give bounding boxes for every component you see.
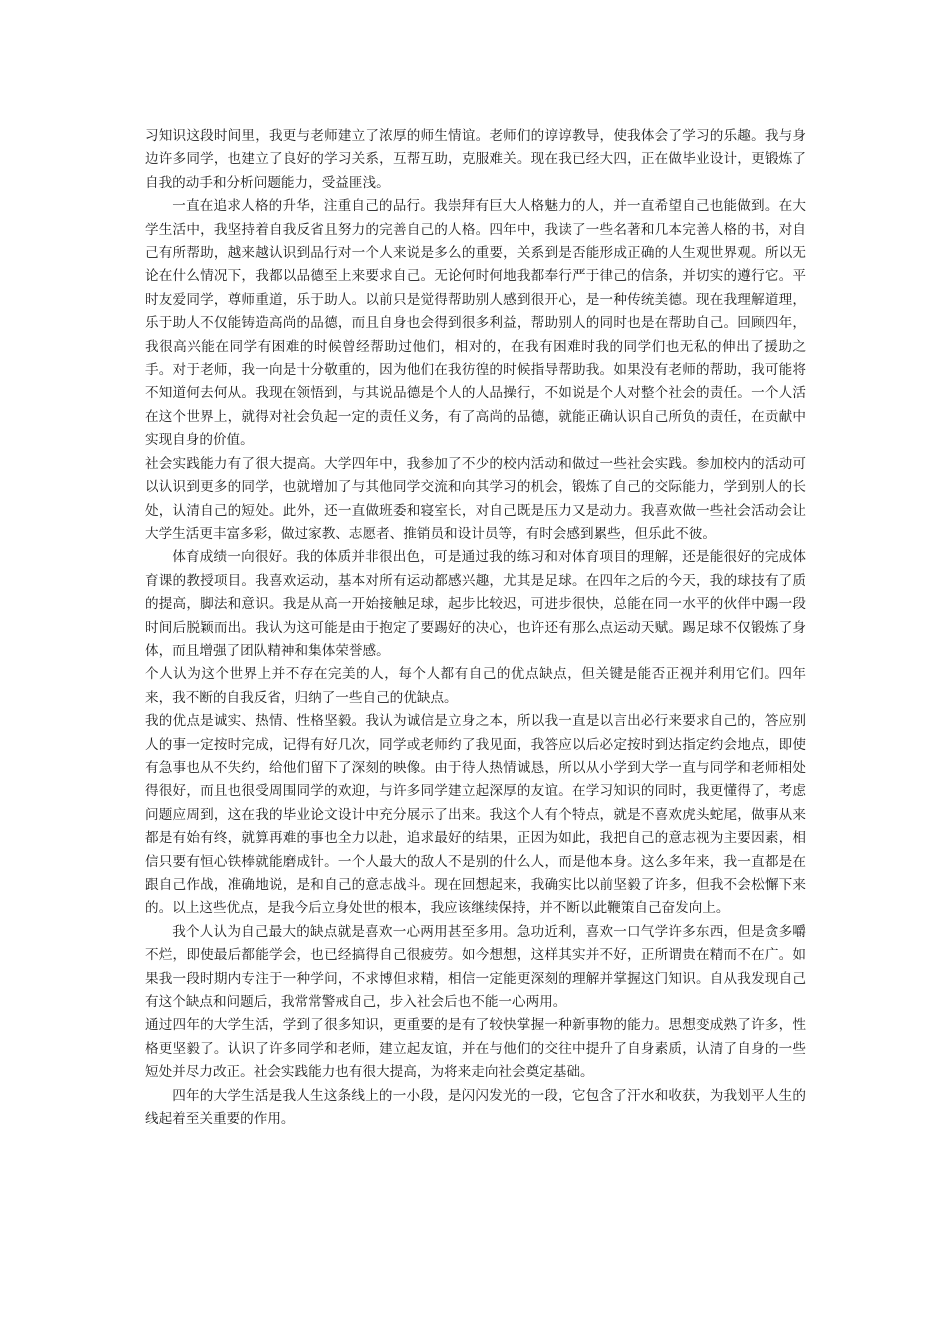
paragraph-strengths: 我的优点是诚实、热情、性格坚毅。我认为诚信是立身之本，所以我一直是以言出必行来要求自己的，答应别人的事一定按时完成，记得有好几次，同学或老师约了我见面，我答应以后必定按时到达指定约会地点，即使有急事也从不失约，给他们留下了深刻的映像。由于待人热情诚恳，所以从小学到大学一直与同学和老师相处得很好，而且也很受周围同学的欢迎，与许多同学建立起深厚的友谊。在学习知识的同时，我更懂得了，考虑问题应周到，这在我的毕业论文设计中充分展示了出来。我这个人有个特点，就是不喜欢虎头蛇尾，做事从来都是有始有终，就算再难的事也全力以赴，追求最好的结果，正因为如此，我把自己的意志视为主要因素，相信只要有恒心铁棒就能磨成针。一个人最大的敌人不是别的什么人，而是他本身。这么多年来，我一直都是在跟自己作战，准确地说，是和自己的意志战斗。现在回想起来，我确实比以前坚毅了许多，但我不会松懈下来的。以上这些优点，是我今后立身处世的根本，我应该继续保持，并不断以此鞭策自己奋发向上。 xyxy=(145,713,806,917)
paragraph-conclusion: 四年的大学生活是我人生这条线上的一小段，是闪闪发光的一段，它包含了汗水和收获，为我划平人生的线起着至关重要的作用。 xyxy=(145,1087,806,1128)
paragraph-summary: 通过四年的大学生活，学到了很多知识，更重要的是有了较快掌握一种新事物的能力。思想变成熟了许多，性格更坚毅了。认识了许多同学和老师，建立起友谊，并在与他们的交往中提升了自身素质，认清了自身的一些短处并尽力改正。社会实践能力也有很大提高，为将来走向社会奠定基础。 xyxy=(145,1017,806,1081)
paragraph-social-practice: 社会实践能力有了很大提高。大学四年中，我参加了不少的校内活动和做过一些社会实践。参加校内的活动可以认识到更多的同学，也就增加了与其他同学交流和向其学习的机会，锻炼了自己的交际能力，学到别人的长处，认清自己的短处。此外，还一直做班委和寝室长，对自己既是压力又是动力。我喜欢做一些社会活动会让大学生活更丰富多彩，做过家教、志愿者、推销员和设计员等，有时会感到累些，但乐此不彼。 xyxy=(145,455,806,542)
paragraph-character: 一直在追求人格的升华，注重自己的品行。我崇拜有巨大人格魅力的人，并一直希望自己也能做到。在大学生活中，我坚持着自我反省且努力的完善自己的人格。四年中，我读了一些名著和几本完善人格的书，对自己有所帮助，越来越认识到品行对一个人来说是多么的重要，关系到是否能形成正确的人生观世界观。所以无论在什么情况下，我都以品德至上来要求自己。无论何时何地我都奉行严于律己的信条，并切实的遵行它。平时友爱同学，尊师重道，乐于助人。以前只是觉得帮助别人感到很开心，是一种传统美德。现在我理解道理，乐于助人不仅能铸造高尚的品德，而且自身也会得到很多利益，帮助别人的同时也是在帮助自己。回顾四年，我很高兴能在同学有困难的时候曾经帮助过他们，相对的，在我有困难时我的同学们也无私的伸出了援助之手。对于老师，我一向是十分敬重的，因为他们在我彷徨的时候指导帮助我。如果没有老师的帮助，我可能将不知道何去何从。我现在领悟到，与其说品德是个人的人品操行，不如说是个人对整个社会的责任。一个人活在这个世界上，就得对社会负起一定的责任义务，有了高尚的品德，就能正确认识自己所负的责任，在贡献中实现自身的价值。 xyxy=(145,198,806,449)
document-body xyxy=(145,125,806,1131)
paragraph-teacher-relations: 习知识这段时间里，我更与老师建立了浓厚的师生情谊。老师们的谆谆教导，使我体会了学习的乐趣。我与身边许多同学，也建立了良好的学习关系，互帮互助，克服难关。现在我已经大四，正在做毕业设计，更锻炼了自我的动手和分析问题能力，受益匪浅。 xyxy=(145,128,806,191)
paragraph-weaknesses: 我个人认为自己最大的缺点就是喜欢一心两用甚至多用。急功近利，喜欢一口气学许多东西，但是贪多嚼不烂，即使最后都能学会，也已经搞得自己很疲劳。如今想想，这样其实并不好，正所谓贵在精而不在广。如果我一段时期内专注于一种学问，不求博但求精，相信一定能更深刻的理解并掌握这门知识。自从我发现自己有这个缺点和问题后，我常常警戒自己，步入社会后也不能一心两用。 xyxy=(145,923,806,1011)
paragraph-self-reflection: 个人认为这个世界上并不存在完美的人，每个人都有自己的优点缺点，但关键是能否正视并利用它们。四年来，我不断的自我反省，归纳了一些自己的优缺点。 xyxy=(145,666,806,706)
paragraph-sports: 体育成绩一向很好。我的体质并非很出色，可是通过我的练习和对体育项目的理解，还是能很好的完成体育课的教授项目。我喜欢运动，基本对所有运动都感兴趣，尤其是足球。在四年之后的今天，我的球技有了质的提高，脚法和意识。我是从高一开始接触足球，起步比较迟，可进步很快，总能在同一水平的伙伴中踢一段时间后脱颖而出。我认为这可能是由于抱定了要踢好的决心，也许还有那么点运动天赋。踢足球不仅锻炼了身体，而且增强了团队精神和集体荣誉感。 xyxy=(145,549,806,659)
